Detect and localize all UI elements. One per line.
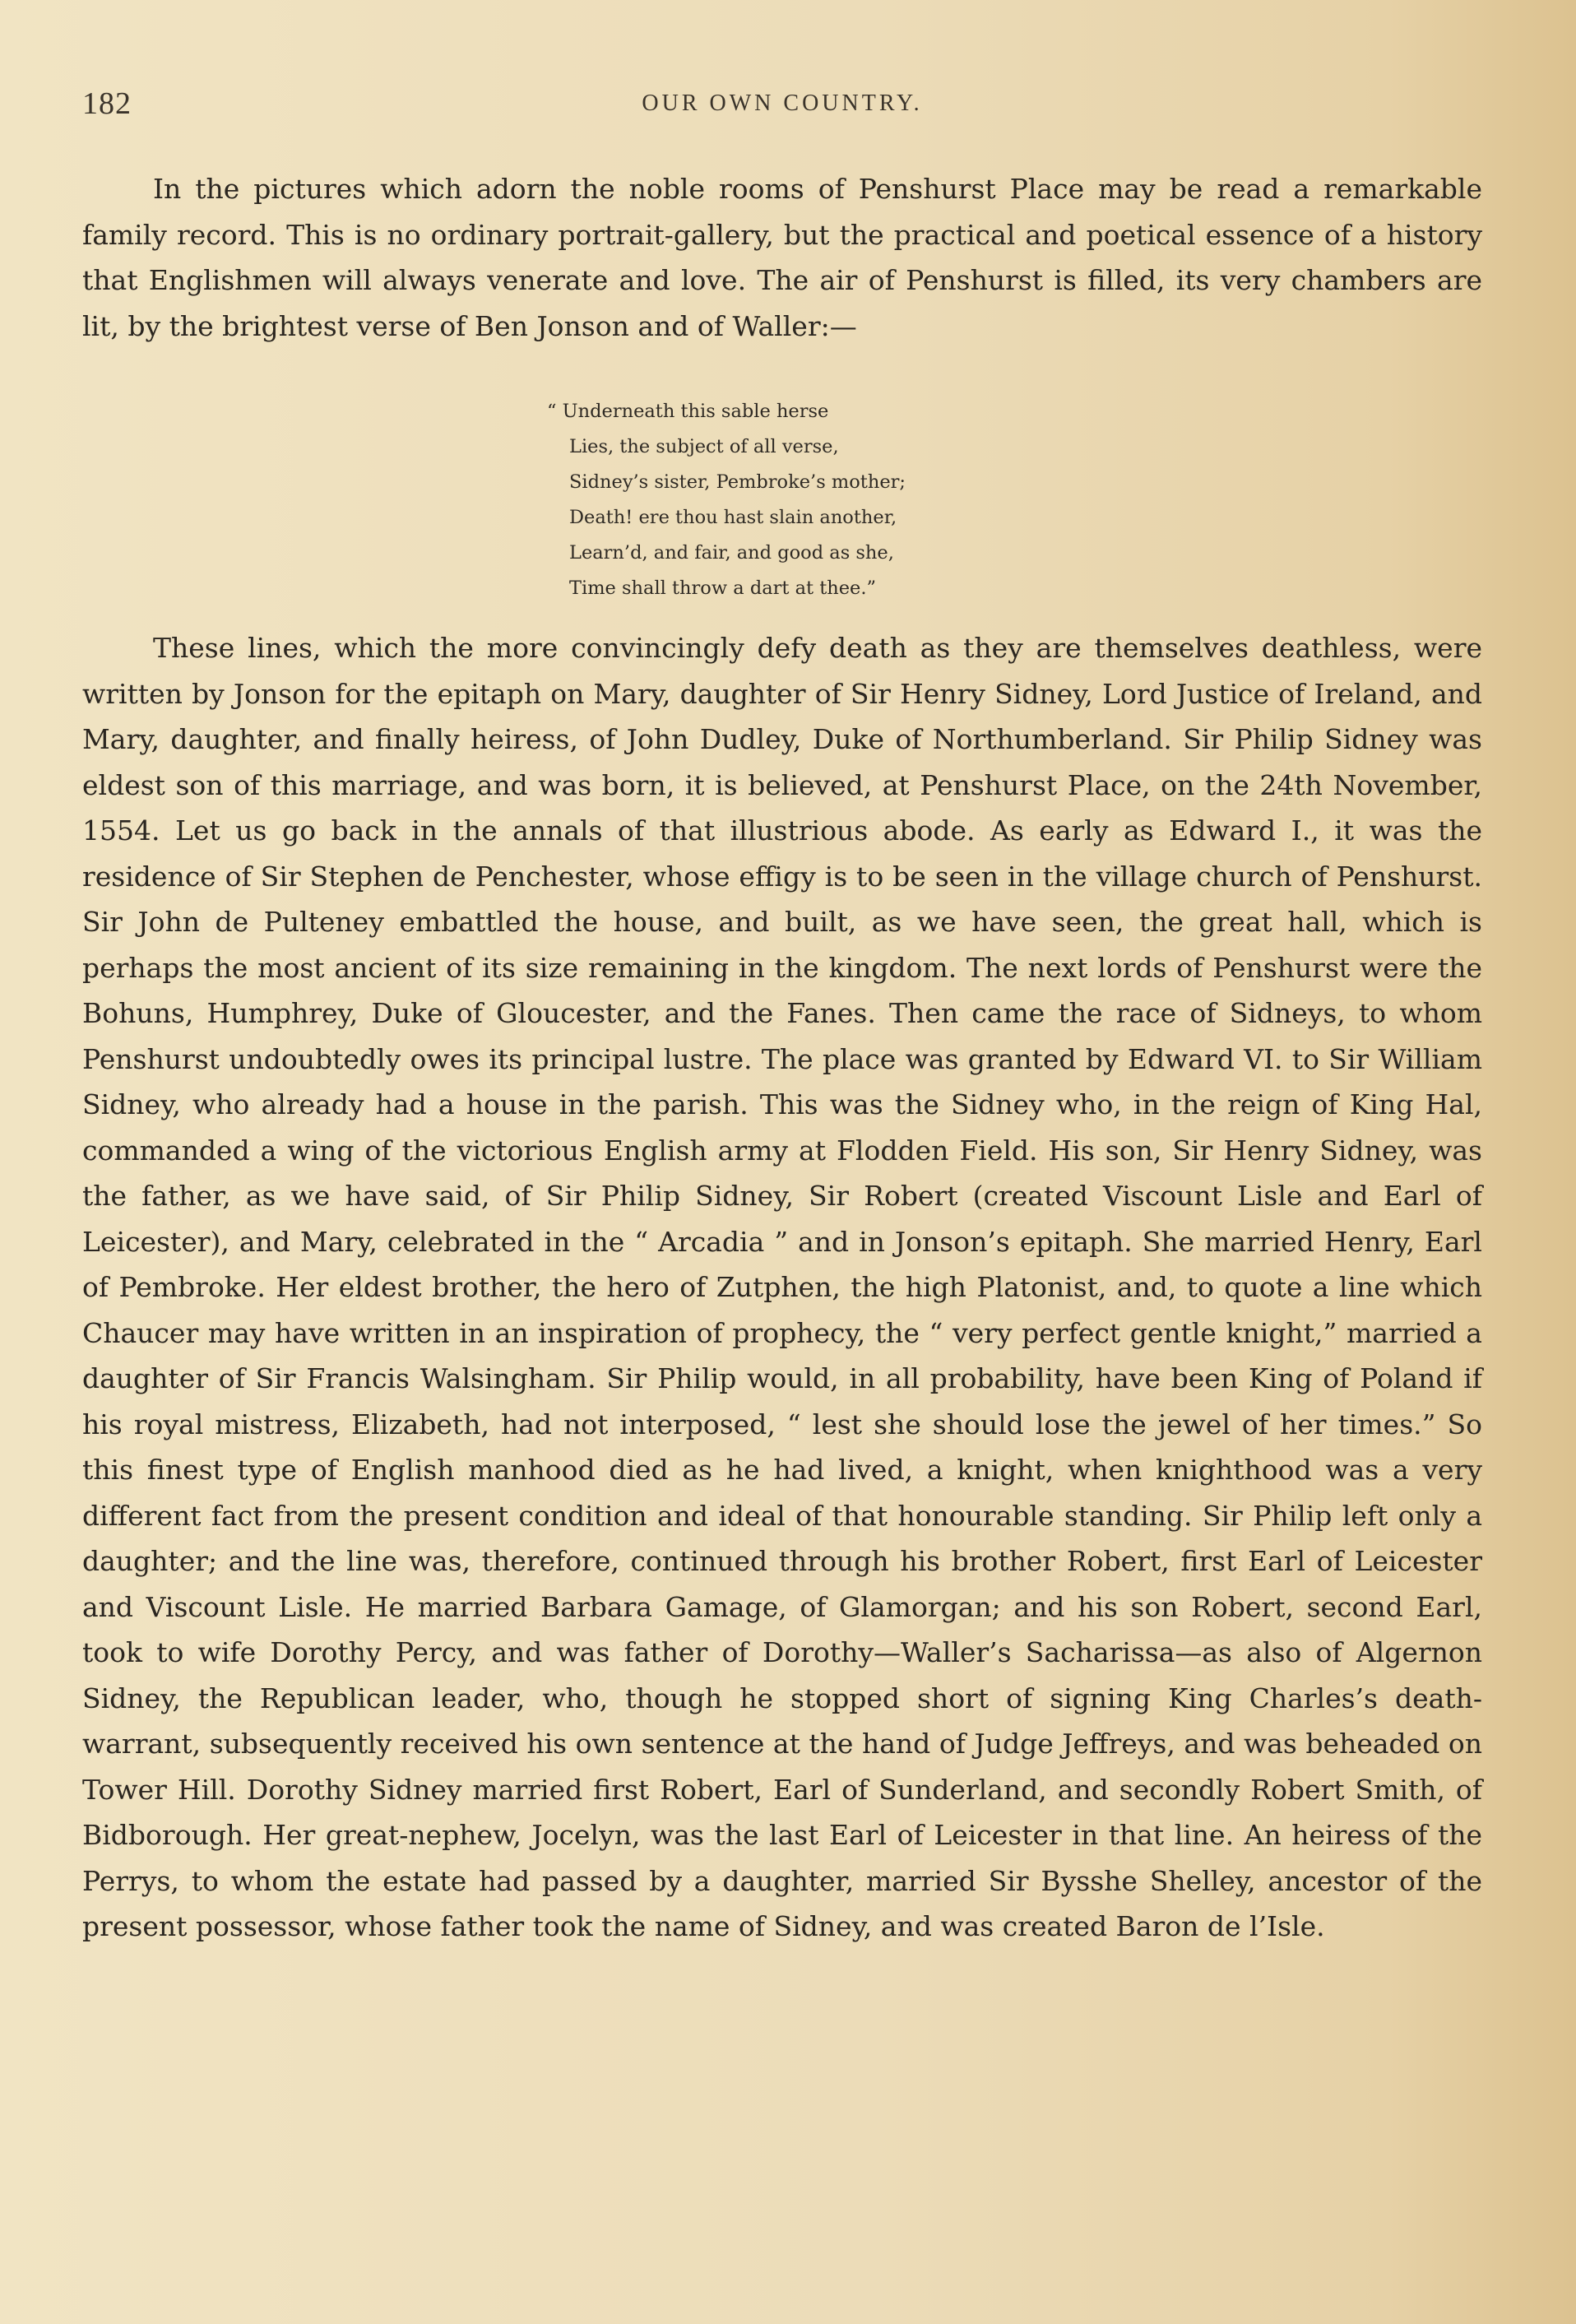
page-header [82,86,1482,127]
epitaph-verse [547,394,1123,606]
paragraph-intro: In the pictures which adorn the noble rooms of Penshurst Place may be read a remarkable family record. This is no ordinary portrait-gallery, but the practical and poetical essence of a history that Englishmen will always venerate and love. The air of Penshurst is filled, its very chambers are lit, by the brightest verse of Ben Jonson and of Waller:— [82,173,1482,342]
running-head: OUR OWN COUNTRY. [642,90,923,116]
verse-line: Sidney’s sister, Pembroke’s mother; [569,471,906,493]
paragraph-history: These lines, which the more convincingly defy death as they are themselves deathless, were written by Jonson for the epitaph on Mary, daughter of Sir Henry Sidney, Lord Justice of Ireland, and Mary, daughter, and finally heiress, of John Dudley, Duke of Northumberland. Sir Philip Sidney was eldest son of this marriage, and was born, it is believed, at Penshurst Place, on the 24th November, 1554. Let us go back in the annals of that illustrious abode. As early as Edward I., it was the residence of Sir Stephen de Penchester, whose effigy is to be seen in the village church of Penshurst. Sir John de Pulteney embattled the house, and built, as we have seen, the great hall, which is perhaps the most ancient of its size remaining in the kingdom. The next lords of Penshurst were the Bohuns, Humphrey, Duke of Gloucester, and the Fanes. Then came the race of Sidneys, to whom Penshurst undoubtedly owes its principal lustre. The place was granted by Edward VI. to Sir William Sidney, who already had a house in the parish. This was the Sidney who, in the reign of King Hal, commanded a wing of the victorious English army at Flodden Field. His son, Sir Henry Sidney, was the father, as we have said, of Sir Philip Sidney, Sir Robert (created Viscount Lisle and Earl of Leicester), and Mary, celebrated in the “ Arcadia ” and in Jonson’s epitaph. She married Henry, Earl of Pembroke. Her eldest brother, the hero of Zutphen, the high Platonist, and, to quote a line which Chaucer may have written in an inspiration of prophecy, the “ very perfect gentle knight,” married a daughter of Sir Francis Walsingham. Sir Philip would, in all probability, have been King of Poland if his royal mistress, Elizabeth, had not interposed, “ lest she should lose the jewel of her times.” So this finest type of English manhood died as he had lived, a knight, when knighthood was a very different fact from the present condition and ideal of that honourable standing. Sir Philip left only a daughter; and the line was, therefore, continued through his brother Robert, first Earl of Leicester and Viscount Lisle. He married Barbara Gamage, of Glamorgan; and his son Robert, second Earl, took to wife Dorothy Percy, and was father of Dorothy—Waller’s Sacharissa—as also of Algernon Sidney, the Republican leader, who, though he stopped short of signing King Charles’s death-warrant, subsequently received his own sentence at the hand of Judge Jeffreys, and was beheaded on Tower Hill. Dorothy Sidney married first Robert, Earl of Sunderland, and secondly Robert Smith, of Bidborough. Her great-nephew, Jocelyn, was the last Earl of Leicester in that line. An heiress of the Perrys, to whom the estate had passed by a daughter, married Sir Bysshe Shelley, ancestor of the present possessor, whose father took the name of Sidney, and was created Baron de l’Isle. [82,632,1482,1942]
verse-line: “ Underneath this sable herse [547,401,829,422]
page-number: 182 [82,86,132,121]
verse-line: Lies, the subject of all verse, [569,436,839,457]
verse-line: Learn’d, and fair, and good as she, [569,542,894,564]
verse-line: Time shall throw a dart at thee.” [569,578,877,599]
verse-line: Death! ere thou hast slain another, [569,507,897,528]
